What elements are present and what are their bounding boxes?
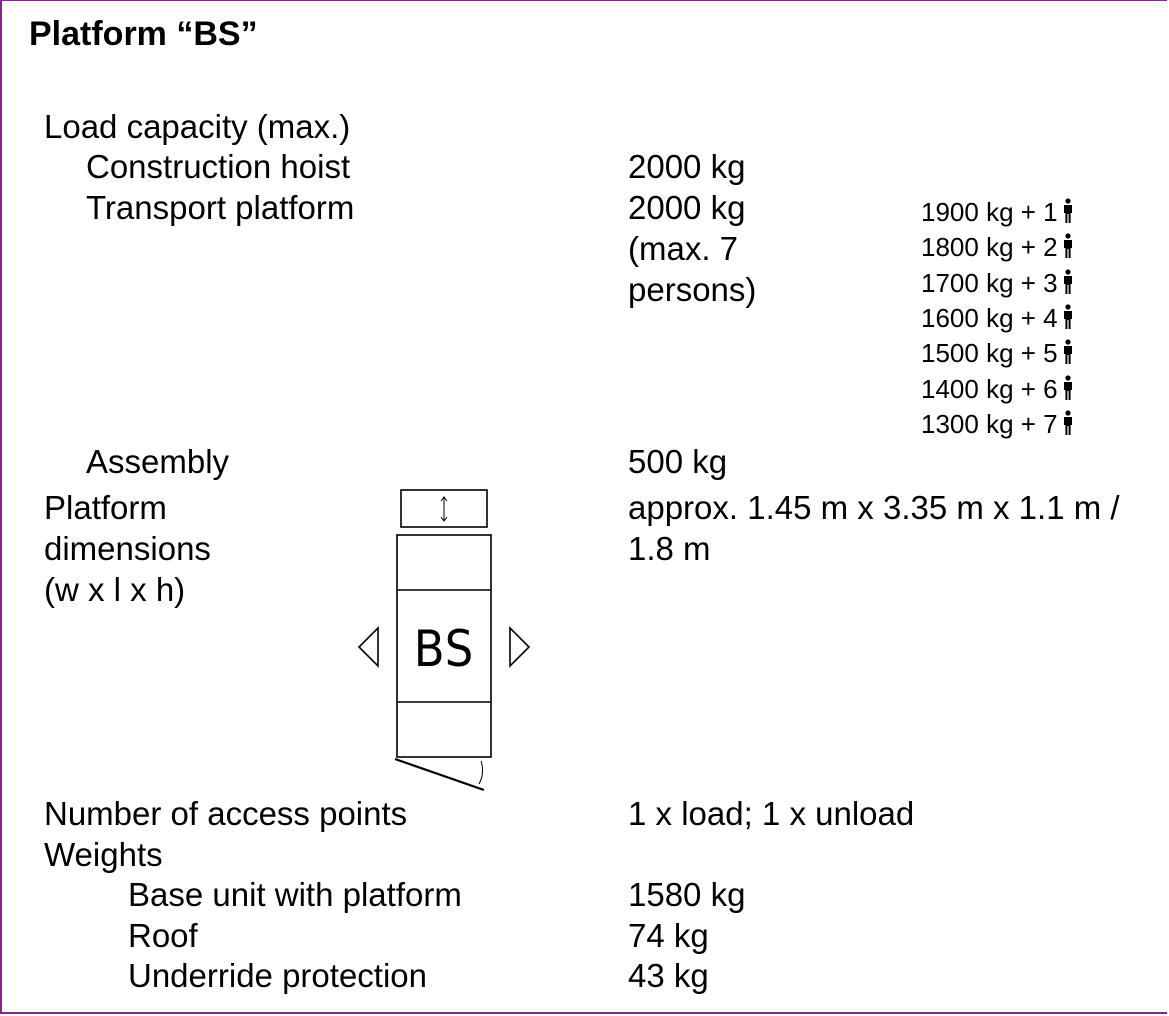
- weights-label: Weights: [44, 836, 163, 873]
- assembly-label: Assembly: [86, 443, 230, 480]
- platform-diagram: [350, 485, 540, 800]
- platform-dimensions-label-3: (w x l x h): [44, 571, 186, 608]
- ramp-line: [395, 759, 484, 790]
- person-icon: [1062, 339, 1074, 365]
- access-points-label: Number of access points: [44, 795, 408, 832]
- underride-value: 43 kg: [628, 957, 709, 994]
- load-capacity-label: Load capacity (max.): [44, 108, 351, 145]
- base-unit-label: Base unit with platform: [128, 876, 462, 913]
- load-combination-text: 1500 kg + 5: [921, 338, 1058, 369]
- load-combination-text: 1400 kg + 6: [921, 373, 1058, 404]
- assembly-value: 500 kg: [628, 443, 728, 480]
- construction-hoist-label: Construction hoist: [86, 148, 351, 185]
- underride-label: Underride protection: [128, 957, 427, 994]
- person-icon: [1062, 410, 1074, 436]
- person-icon: [1062, 233, 1074, 259]
- load-combination-row: [921, 232, 1074, 263]
- person-icon: [1062, 304, 1074, 330]
- construction-hoist-value: 2000 kg: [628, 148, 746, 185]
- transport-platform-value: 2000 kg: [628, 189, 746, 226]
- ramp-angle-arc: [479, 761, 483, 784]
- platform-diagram-label: BS: [413, 620, 475, 678]
- load-combination-row: [921, 338, 1074, 369]
- person-icon: [1062, 375, 1074, 401]
- right-arrow-icon: [510, 628, 529, 666]
- transport-platform-persons-1: (max. 7: [628, 230, 739, 267]
- roof-value: 74 kg: [628, 917, 709, 954]
- access-points-value: 1 x load; 1 x unload: [628, 795, 915, 832]
- person-icon: [1062, 269, 1074, 295]
- platform-dimensions-label-1: Platform: [44, 489, 167, 526]
- load-combination-row: [921, 375, 1074, 402]
- load-combination-text: 1800 kg + 2: [921, 232, 1058, 263]
- load-combination-row: [921, 269, 1074, 296]
- load-combination-row: [921, 304, 1074, 331]
- person-icon: [1062, 198, 1074, 224]
- transport-platform-label: Transport platform: [86, 189, 355, 226]
- platform-dimensions-value-1: approx. 1.45 m x 3.35 m x 1.1 m /: [628, 489, 1120, 526]
- load-combination-text: 1700 kg + 3: [921, 267, 1058, 298]
- load-combination-row: [921, 410, 1074, 437]
- base-unit-value: 1580 kg: [628, 876, 746, 913]
- left-arrow-icon: [359, 628, 378, 666]
- load-combination-text: 1900 kg + 1: [921, 197, 1058, 227]
- load-combination-text: 1600 kg + 4: [921, 302, 1058, 333]
- load-combination-row: [921, 198, 1074, 225]
- load-combination-text: 1300 kg + 7: [921, 408, 1058, 439]
- transport-platform-persons-2: persons): [628, 271, 757, 308]
- roof-label: Roof: [128, 917, 198, 954]
- platform-dimensions-label-2: dimensions: [44, 530, 211, 567]
- platform-dimensions-value-2: 1.8 m: [628, 530, 711, 567]
- page-title: Platform “BS”: [29, 15, 258, 53]
